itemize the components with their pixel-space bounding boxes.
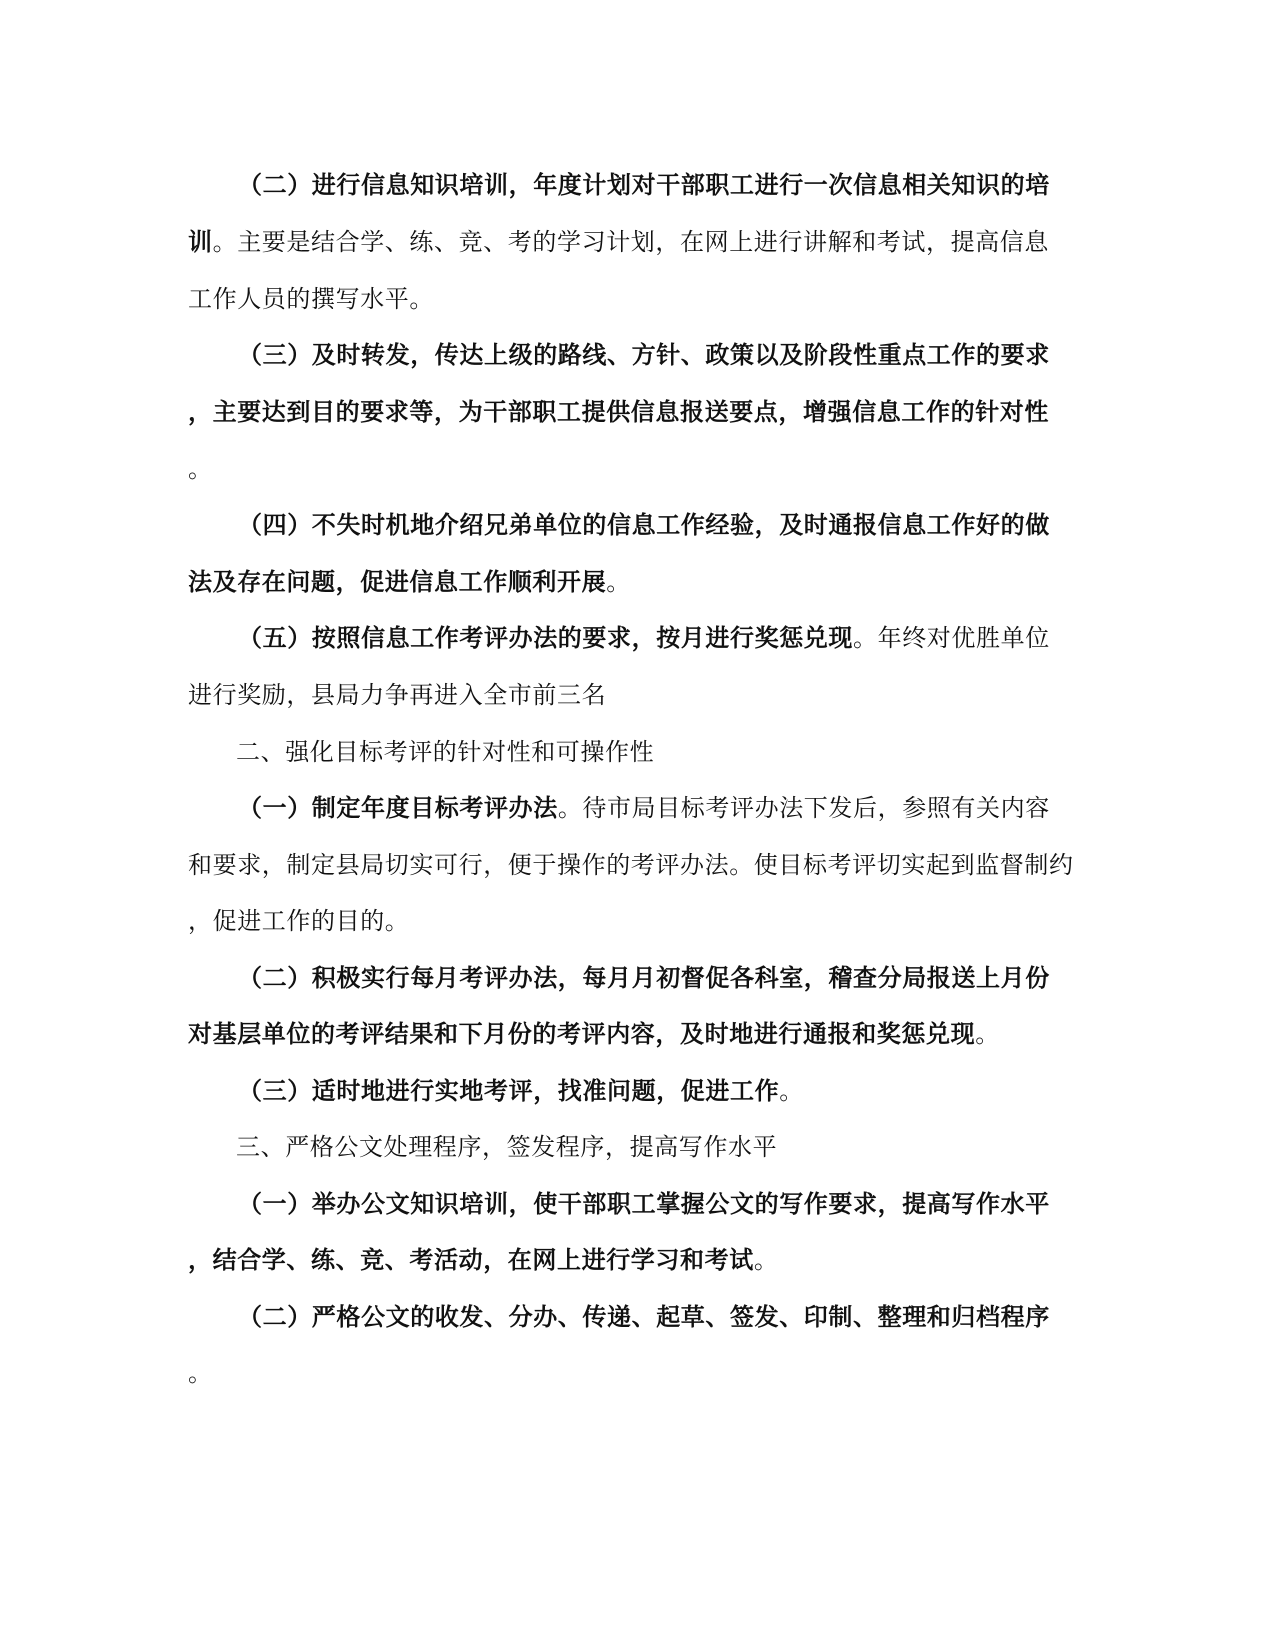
- normal-text: ，促进工作的目的。: [188, 907, 410, 935]
- bold-text: （二）积极实行每月考评办法，每月月初督促各科室，稽查分局报送上月份: [238, 963, 1050, 992]
- bold-text: 法及存在问题，促进信息工作顺利开展: [188, 567, 607, 596]
- bold-text: （四）不失时机地介绍兄弟单位的信息工作经验，及时通报信息工作好的做: [238, 510, 1050, 539]
- bold-text: （三）及时转发，传达上级的路线、方针、政策以及阶段性重点工作的要求: [238, 340, 1050, 369]
- normal-text: 。: [188, 1359, 213, 1387]
- normal-text: 。: [753, 1246, 779, 1274]
- normal-text: 二、强化目标考评的针对性和可操作性: [236, 738, 655, 766]
- normal-text: 三、严格公文处理程序，签发程序，提高写作水平: [236, 1133, 778, 1161]
- paragraph-line: [188, 904, 1088, 938]
- paragraph-line: [238, 621, 1138, 655]
- normal-text: 进行奖励，县局力争再进入全市前三名: [188, 681, 607, 709]
- bold-text: （一）制定年度目标考评办法: [238, 793, 558, 822]
- paragraph-line: [238, 168, 1138, 202]
- paragraph-line: [188, 1356, 1088, 1390]
- bold-text: （二）进行信息知识培训，年度计划对干部职工进行一次信息相关知识的培: [238, 170, 1050, 199]
- normal-text: 工作人员的撰写水平。: [188, 285, 434, 313]
- paragraph-line: [188, 1017, 1088, 1051]
- normal-text: 和要求，制定县局切实可行，便于操作的考评办法。使目标考评切实起到监督制约: [188, 851, 1074, 879]
- paragraph-line: [188, 1243, 1088, 1277]
- bold-text: （三）适时地进行实地考评，找准问题，促进工作: [238, 1076, 780, 1105]
- paragraph-line: [238, 1187, 1138, 1221]
- paragraph-line: [188, 848, 1088, 882]
- paragraph-line: [188, 282, 1088, 316]
- paragraph-line: [188, 225, 1088, 259]
- paragraph-line: [238, 791, 1138, 825]
- bold-text: 对基层单位的考评结果和下月份的考评内容，及时地进行通报和奖惩兑现: [188, 1019, 976, 1048]
- bold-text: （一）举办公文知识培训，使干部职工掌握公文的写作要求，提高写作水平: [238, 1189, 1050, 1218]
- paragraph-line: [238, 508, 1138, 542]
- bold-text: （二）严格公文的收发、分办、传递、起草、签发、印制、整理和归档程序: [238, 1302, 1050, 1331]
- normal-text: 。: [606, 568, 631, 596]
- normal-text: 。待市局目标考评办法下发后，参照有关内容: [557, 794, 1050, 822]
- normal-text: 。: [779, 1077, 804, 1105]
- normal-text: 。: [188, 455, 213, 483]
- normal-text: 。: [975, 1020, 1000, 1048]
- normal-text: 。年终对优胜单位: [853, 624, 1050, 652]
- normal-text: 。主要是结合学、练、竞、考的学习计划，在网上进行讲解和考试，提高信息: [212, 228, 1050, 256]
- section-heading: [236, 735, 1136, 769]
- paragraph-line: [238, 961, 1138, 995]
- bold-text: 训: [188, 227, 213, 256]
- paragraph-line: [188, 395, 1088, 429]
- paragraph-line: [188, 565, 1088, 599]
- paragraph-line: [238, 338, 1138, 372]
- bold-text: ，结合学、练、竞、考活动，在网上进行学习和考试: [188, 1245, 754, 1274]
- paragraph-line: [188, 452, 1088, 486]
- section-heading: [236, 1130, 1136, 1164]
- bold-text: ，主要达到目的要求等，为干部职工提供信息报送要点，增强信息工作的针对性: [188, 397, 1049, 426]
- paragraph-line: [188, 678, 1088, 712]
- bold-text: （五）按照信息工作考评办法的要求，按月进行奖惩兑现: [238, 623, 853, 652]
- paragraph-line: [238, 1300, 1138, 1334]
- paragraph-line: [238, 1074, 1138, 1108]
